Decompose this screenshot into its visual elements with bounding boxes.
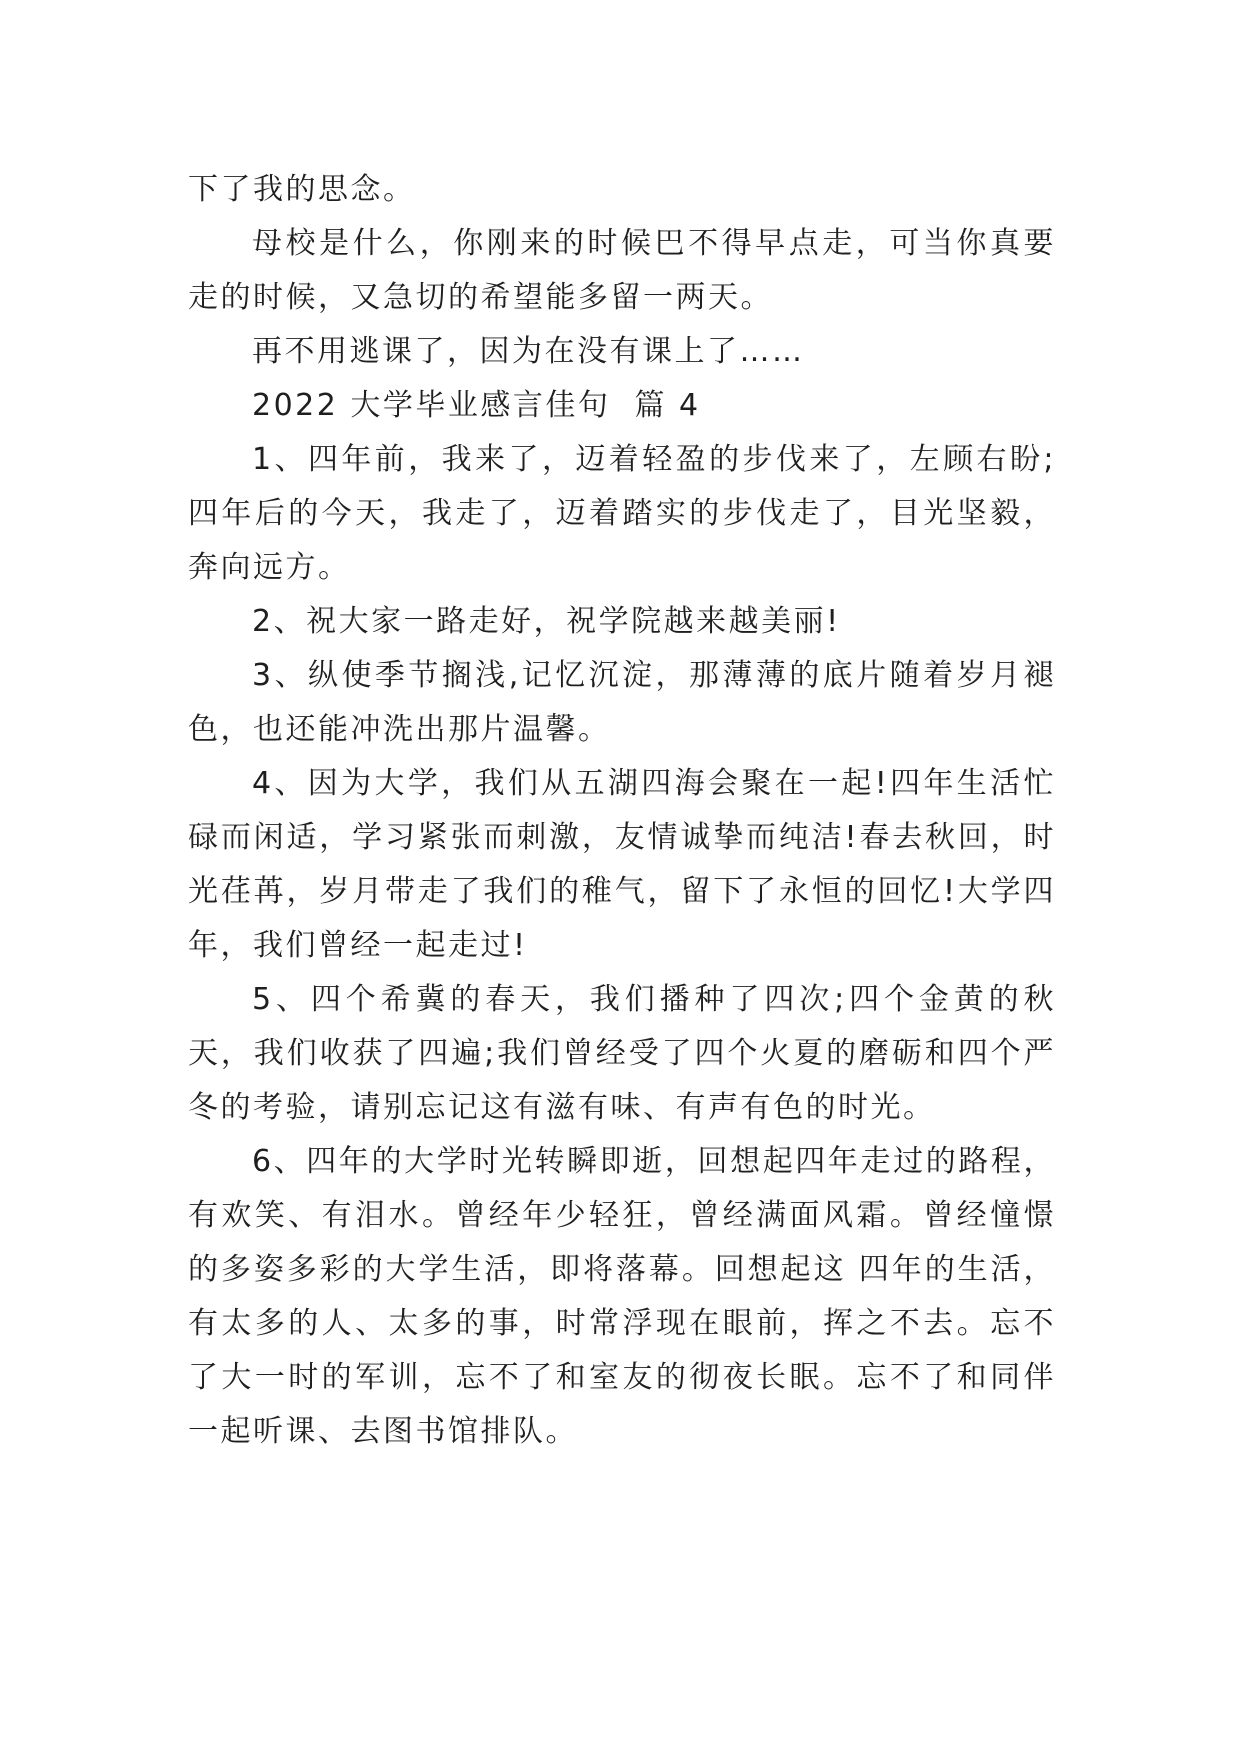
quote-item-1: 1、四年前，我来了，迈着轻盈的步伐来了，左顾右盼;四年后的今天，我走了，迈着踏实的步伐走了，目光坚毅，奔向远方。 [188,442,1056,585]
section-heading: 2022 大学毕业感言佳句 篇 4 [252,388,701,423]
quote-item-2: 2、祝大家一路走好，祝学院越来越美丽! [252,604,841,639]
document-body [188,163,1056,1459]
quote-item-5: 5、四个希冀的春天，我们播种了四次;四个金黄的秋天，我们收获了四遍;我们曾经受了四个火夏的磨砺和四个严冬的考验，请别忘记这有滋有味、有声有色的时光。 [188,982,1056,1125]
paragraph-1: 下了我的思念。 [188,172,416,207]
quote-item-6: 6、四年的大学时光转瞬即逝，回想起四年走过的路程，有欢笑、有泪水。曾经年少轻狂，曾经满面风霜。曾经憧憬的多姿多彩的大学生活，即将落幕。回想起这 四年的生活，有太多的人、太多的事，时常浮现在眼前，挥之不去。忘不了大一时的军训，忘不了和室友的彻夜长眠。忘不了和同伴一起听课、去图书馆排队。 [188,1144,1056,1449]
quote-item-4: 4、因为大学，我们从五湖四海会聚在一起!四年生活忙碌而闲适，学习紧张而刺激，友情诚挚而纯洁!春去秋回，时光荏苒，岁月带走了我们的稚气，留下了永恒的回忆!大学四年，我们曾经一起走过! [188,766,1056,963]
paragraph-3: 再不用逃课了，因为在没有课上了…… [252,334,805,369]
quote-item-3: 3、纵使季节搁浅,记忆沉淀，那薄薄的底片随着岁月褪色，也还能冲洗出那片温馨。 [188,658,1056,747]
paragraph-2: 母校是什么，你刚来的时候巴不得早点走，可当你真要走的时候，又急切的希望能多留一两天。 [188,226,1056,315]
